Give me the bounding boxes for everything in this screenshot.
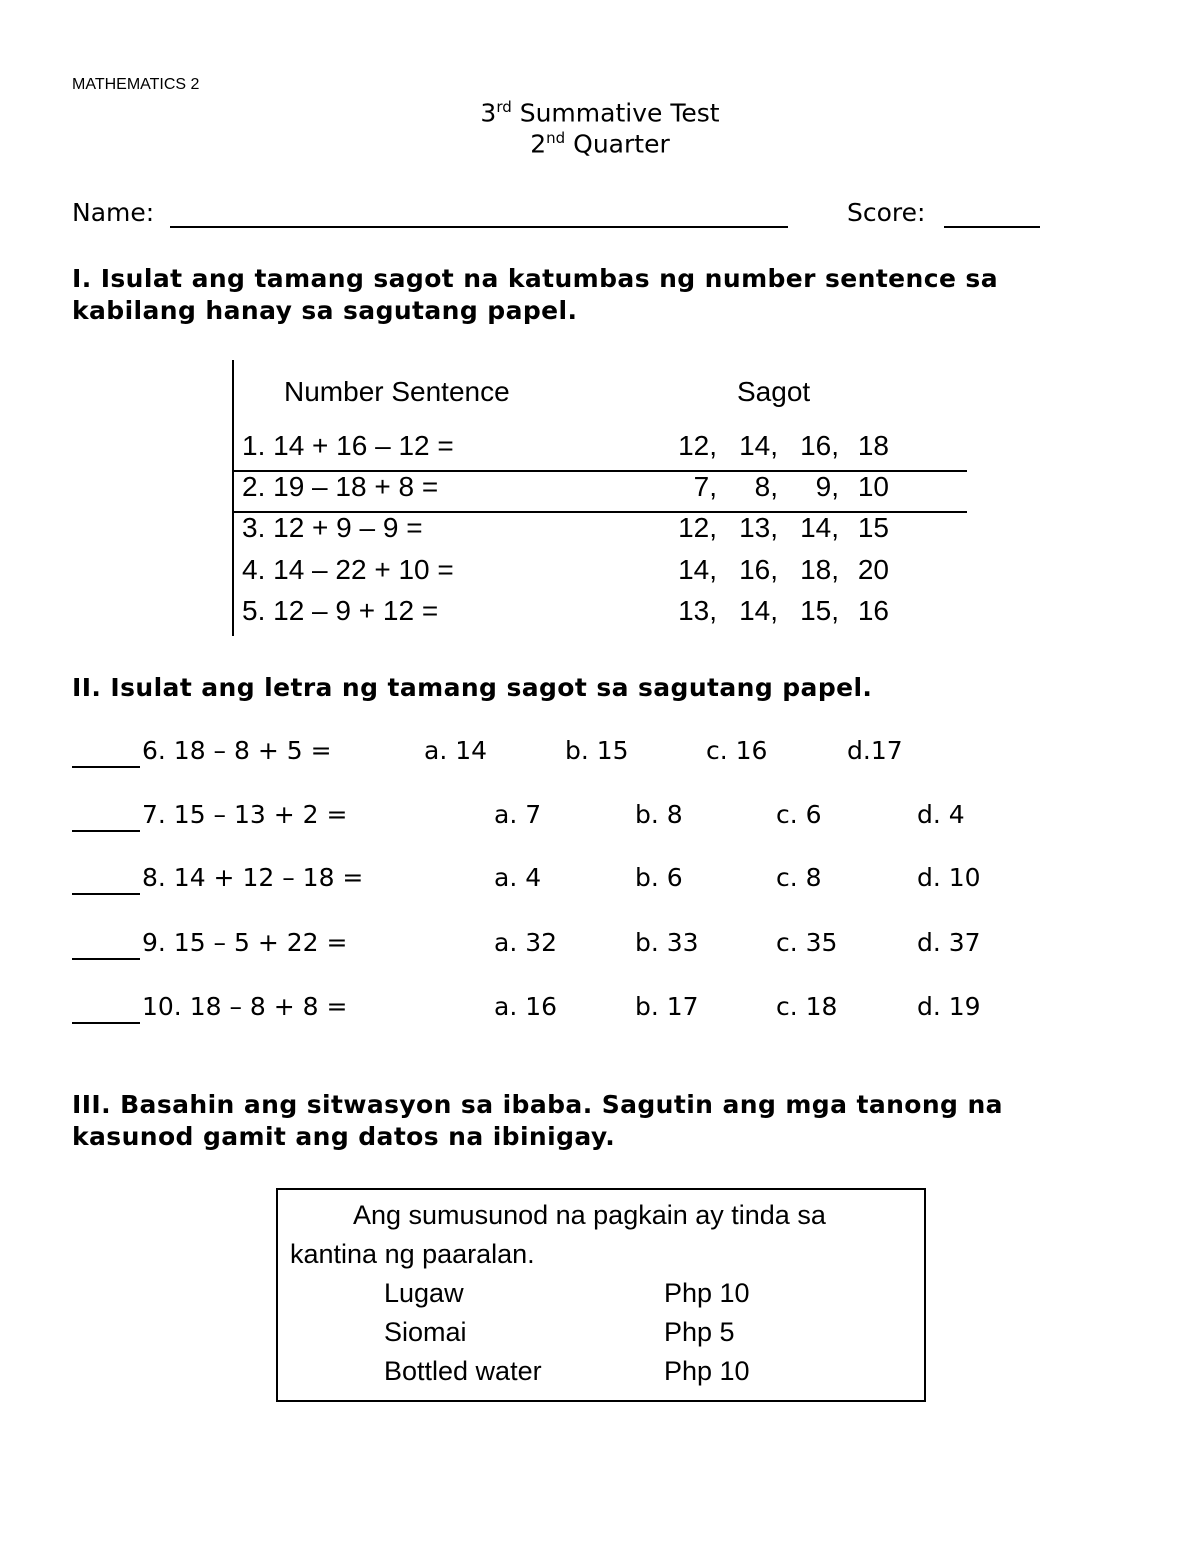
answer-choice: 7, (693, 471, 717, 502)
question-text: 6. 18 – 8 + 5 = (142, 736, 332, 765)
table-row (242, 471, 962, 511)
menu-item-price: Php 5 (664, 1317, 735, 1347)
answer-blank[interactable] (72, 928, 140, 960)
option-b: b. 8 (635, 800, 683, 829)
option-b: b. 33 (635, 928, 699, 957)
test-title (0, 98, 1200, 127)
answer-choice: 18 (857, 430, 889, 461)
question-6 (72, 736, 1132, 770)
column-header-answer: Sagot (737, 376, 811, 407)
option-a: a. 7 (494, 800, 542, 829)
answer-choice: 14, (739, 430, 778, 461)
option-b: b. 17 (635, 992, 699, 1021)
question-text: 9. 15 – 5 + 22 = (142, 928, 348, 957)
answer-choice: 12, (678, 430, 717, 461)
menu-item-name: Bottled water (384, 1356, 542, 1386)
option-d: d. 37 (917, 928, 981, 957)
section-2-instruction: II. Isulat ang letra ng tamang sagot sa sagutang papel. (72, 673, 873, 702)
table-row (242, 554, 962, 594)
answer-choice: 8, (754, 471, 778, 502)
section-3-instruction-line2: kasunod gamit ang datos na ibinigay. (72, 1122, 616, 1151)
answer-choice: 15, (800, 595, 839, 626)
canteen-menu-box (276, 1188, 926, 1402)
option-c: c. 16 (706, 736, 768, 765)
option-a: a. 4 (494, 863, 542, 892)
question-8 (72, 863, 1132, 897)
answer-choice: 16, (739, 554, 778, 585)
title-text: Summative Test (511, 98, 720, 128)
question-7 (72, 800, 1132, 834)
option-a: a. 32 (494, 928, 558, 957)
table-row (242, 595, 962, 635)
quarter-title (0, 129, 1200, 158)
answer-choice: 16 (857, 595, 889, 626)
answer-choice: 20 (857, 554, 889, 585)
menu-item-name: Siomai (384, 1317, 467, 1347)
question-text: 7. 15 – 13 + 2 = (142, 800, 348, 829)
option-c: c. 6 (776, 800, 822, 829)
option-c: c. 8 (776, 863, 822, 892)
quarter-number: 2 (530, 129, 547, 159)
question-9 (72, 928, 1132, 962)
number-sentence: 1. 14 + 16 – 12 = (242, 430, 454, 461)
answer-blank[interactable] (72, 736, 140, 768)
answer-choice: 14, (678, 554, 717, 585)
answer-choice: 18, (800, 554, 839, 585)
option-a: a. 16 (494, 992, 558, 1021)
score-label: Score: (847, 198, 926, 227)
quarter-text: Quarter (565, 129, 670, 159)
column-header-sentence: Number Sentence (284, 376, 510, 407)
menu-item-price: Php 10 (664, 1278, 750, 1308)
section-1-instruction-line1: I. Isulat ang tamang sagot na katumbas ng number sentence sa (72, 264, 998, 293)
quarter-superscript: nd (546, 129, 566, 147)
menu-item-name: Lugaw (384, 1278, 464, 1308)
option-d: d. 4 (917, 800, 965, 829)
option-d: d. 19 (917, 992, 981, 1021)
option-b: b. 6 (635, 863, 683, 892)
menu-item-price: Php 10 (664, 1356, 750, 1386)
number-sentence: 5. 12 – 9 + 12 = (242, 595, 439, 626)
name-label: Name: (72, 198, 155, 227)
option-c: c. 35 (776, 928, 838, 957)
option-c: c. 18 (776, 992, 838, 1021)
menu-intro-line1: Ang sumusunod na pagkain ay tinda sa (353, 1200, 826, 1230)
answer-choice: 13, (739, 512, 778, 543)
table-row (242, 512, 962, 552)
answer-choice: 9, (815, 471, 839, 502)
table-left-border (232, 360, 234, 636)
option-d: d. 10 (917, 863, 981, 892)
section-3-instruction-line1: III. Basahin ang sitwasyon sa ibaba. Sagutin ang mga tanong na (72, 1090, 1003, 1119)
number-sentence-table (232, 360, 968, 636)
answer-blank[interactable] (72, 992, 140, 1024)
name-field-line[interactable] (170, 226, 788, 228)
answer-choice: 15 (857, 512, 889, 543)
table-row (242, 430, 962, 470)
question-10 (72, 992, 1132, 1026)
score-field-line[interactable] (944, 226, 1040, 228)
option-a: a. 14 (424, 736, 488, 765)
subject-label: MATHEMATICS 2 (72, 76, 200, 93)
option-d: d.17 (847, 736, 903, 765)
question-text: 10. 18 – 8 + 8 = (142, 992, 348, 1021)
answer-choice: 13, (678, 595, 717, 626)
answer-choice: 10 (857, 471, 889, 502)
title-number: 3 (480, 98, 497, 128)
section-1-instruction-line2: kabilang hanay sa sagutang papel. (72, 296, 578, 325)
answer-blank[interactable] (72, 863, 140, 895)
menu-intro-line2: kantina ng paaralan. (290, 1239, 535, 1269)
answer-choice: 14, (739, 595, 778, 626)
answer-blank[interactable] (72, 800, 140, 832)
number-sentence: 3. 12 + 9 – 9 = (242, 512, 423, 543)
question-text: 8. 14 + 12 – 18 = (142, 863, 364, 892)
number-sentence: 2. 19 – 18 + 8 = (242, 471, 439, 502)
number-sentence: 4. 14 – 22 + 10 = (242, 554, 454, 585)
answer-choice: 14, (800, 512, 839, 543)
option-b: b. 15 (565, 736, 629, 765)
answer-choice: 16, (800, 430, 839, 461)
title-superscript: rd (496, 98, 512, 116)
answer-choice: 12, (678, 512, 717, 543)
